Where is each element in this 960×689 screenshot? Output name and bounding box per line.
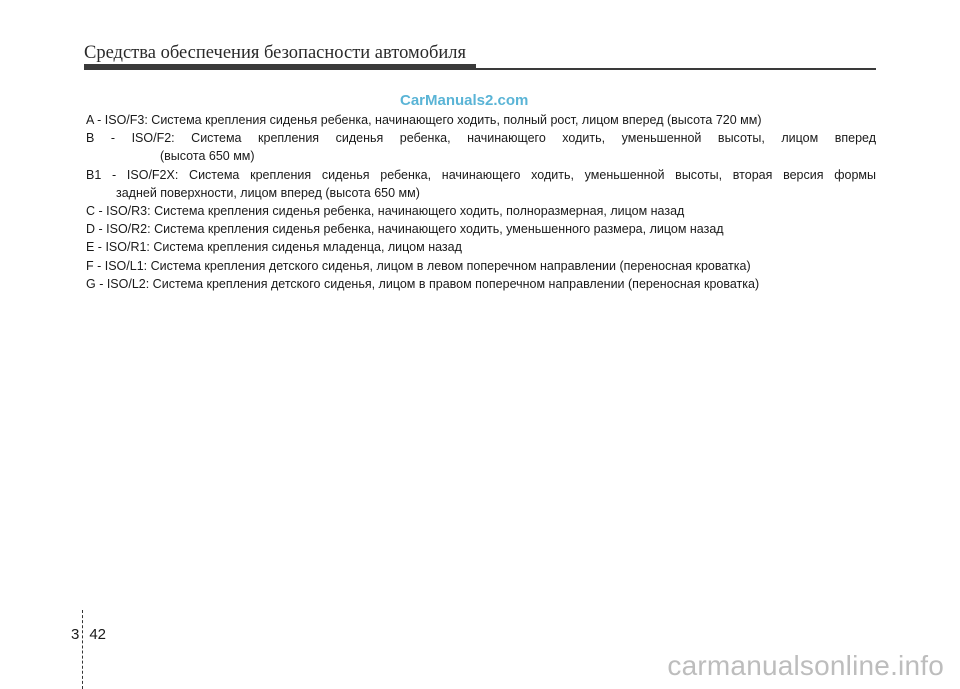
list-item-text: D - ISO/R2: Система крепления сиденья ребенка, начинающего ходить, уменьшенного размера, лицом назад [86,222,724,237]
watermark-carmanuals2: CarManuals2.com [400,92,529,109]
header-rule [84,68,876,70]
page-header-title: Средства обеспечения безопасности автомобиля [84,43,467,63]
list-item-c [86,202,876,220]
list-item-text: B - ISO/F2: Система крепления сиденья ребенка, начинающего ходить, уменьшенной высоты, лицом вперед [86,131,876,146]
list-item-text: B1 - ISO/F2X: Система крепления сиденья ребенка, начинающего ходить, уменьшенной высоты, вторая версия формы [86,167,876,182]
watermark-carmanualsonline: carmanualsonline.info [667,650,944,681]
list-item-continuation: (высота 650 мм) [160,149,255,164]
page-number-value: 42 [89,626,107,643]
list-item-text: A - ISO/F3: Система крепления сиденья ребенка, начинающего ходить, полный рост, лицом вперед (высота 720 мм) [86,113,762,127]
list-item-b [86,129,876,165]
section-number: 3 [71,626,80,643]
list-item-g [86,275,876,293]
list-item-d [86,220,876,238]
list-item-text: C - ISO/R3: Система крепления сиденья ребенка, начинающего ходить, полноразмерная, лицом назад [86,204,685,219]
list-item-e [86,238,876,256]
footer-divider [82,610,83,689]
list-item-text: E - ISO/R1: Система крепления сиденья младенца, лицом назад [86,240,462,255]
list-item-a [86,111,876,129]
list-item-text: G - ISO/L2: Система крепления детского сиденья, лицом в правом поперечном направлении (переносная кроватка) [86,276,760,291]
iso-class-list [86,111,876,293]
list-item-f [86,257,876,275]
list-item-text: F - ISO/L1: Система крепления детского сиденья, лицом в левом поперечном направлении (переносная кроватка) [86,258,751,273]
list-item-continuation: задней поверхности, лицом вперед (высота 650 мм) [116,185,420,200]
list-item-b1 [86,166,876,202]
page-number [71,626,106,643]
